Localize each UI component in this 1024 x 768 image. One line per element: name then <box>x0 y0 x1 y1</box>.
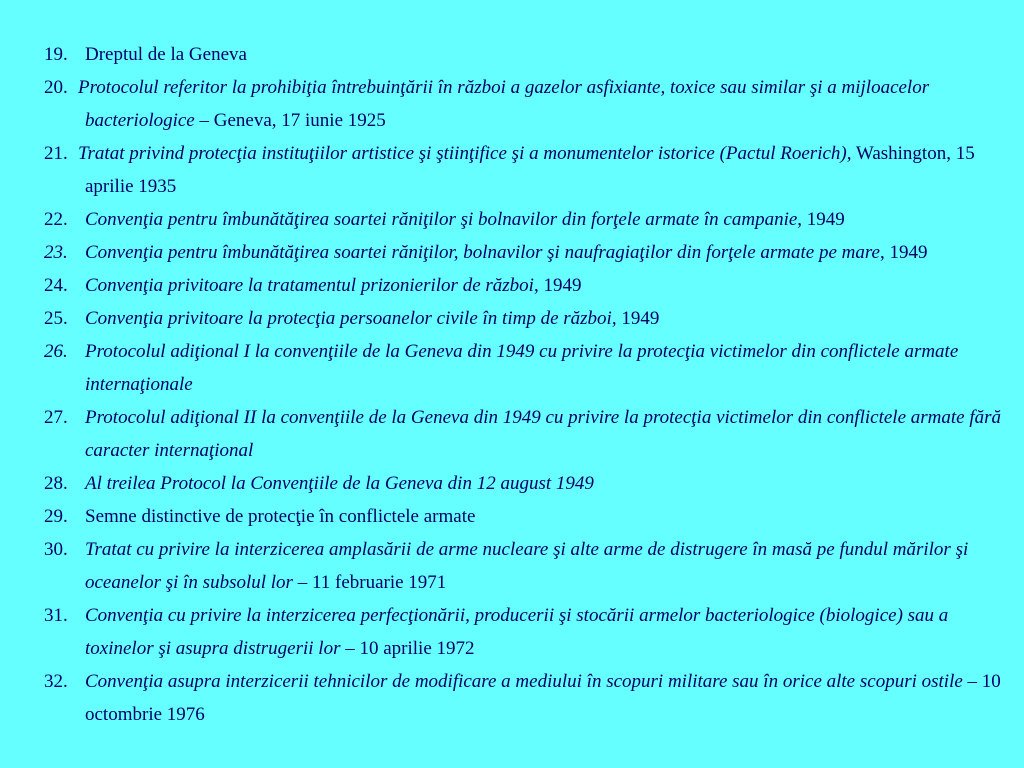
item-number: 21. <box>44 143 68 164</box>
item-number: 20. <box>44 77 68 98</box>
item-title: Protocolul adiţional II la convenţiile de la Geneva din 1949 cu privire la protecţia victimelor din conflictele armate fără caracter internaţional <box>85 407 1002 461</box>
item-number: 31. <box>44 605 68 626</box>
list-item <box>44 467 1016 500</box>
list-item <box>44 401 1016 467</box>
list-item <box>44 38 1016 71</box>
item-title: Dreptul de la Geneva <box>85 44 247 65</box>
item-title: Convenţia privitoare la protecţia persoanelor civile în timp de război <box>85 308 612 329</box>
item-detail: – 10 aprilie 1972 <box>340 638 475 659</box>
item-detail: – 10 octombrie 1976 <box>85 671 1001 725</box>
item-number: 25. <box>44 308 68 329</box>
item-title: Semne distinctive de protecţie în conflictele armate <box>85 506 476 527</box>
list-item <box>44 533 1016 599</box>
list-item <box>44 236 1016 269</box>
list-item <box>44 203 1016 236</box>
list-item <box>44 137 1016 203</box>
item-detail: , 1949 <box>880 242 928 263</box>
list-item <box>44 269 1016 302</box>
item-detail: – Geneva, 17 iunie 1925 <box>194 110 386 131</box>
item-number: 30. <box>44 539 68 560</box>
list-item <box>44 302 1016 335</box>
item-detail: , 1949 <box>611 308 660 329</box>
list-item <box>44 335 1016 401</box>
item-title: Protocolul referitor la prohibiţia întrebuinţării în război a gazelor asfixiante, toxice sau similar şi a mijloacelor bacteriologice <box>78 77 930 131</box>
list-item <box>44 599 1016 665</box>
list-item <box>44 71 1016 137</box>
item-number: 19. <box>44 44 68 65</box>
item-title: Convenţia pentru îmbunătăţirea soartei răniţilor, bolnavilor şi naufragiaţilor din forţele armate pe mare <box>85 242 880 263</box>
item-number: 28. <box>44 473 68 494</box>
item-number: 27. <box>44 407 68 428</box>
item-title: Convenţia cu privire la interzicerea perfecţionării, producerii şi stocării armelor bacteriologice (biologice) sau a toxinelor şi asupra distrugerii lor <box>85 605 949 659</box>
item-title: Convenţia privitoare la tratamentul prizonierilor de război <box>85 275 534 296</box>
item-number: 29. <box>44 506 68 527</box>
item-detail: , 1949 <box>533 275 582 296</box>
item-number: 26. <box>44 341 68 362</box>
item-number: 23. <box>44 242 68 263</box>
item-title: Protocolul adiţional I la convenţiile de la Geneva din 1949 cu privire la protecţia victimelor din conflictele armate internaţionale <box>85 341 959 395</box>
item-title: Tratat privind protecţia instituţiilor artistice şi ştiinţifice şi a monumentelor istorice (Pactul Roerich), <box>78 143 852 164</box>
item-title: Convenţia asupra interzicerii tehnicilor de modificare a mediului în scopuri militare sau în orice alte scopuri ostile <box>85 671 963 692</box>
item-title: Al treilea Protocol la Convenţiile de la Geneva din 12 august 1949 <box>85 473 594 494</box>
item-number: 32. <box>44 671 68 692</box>
list-item <box>44 500 1016 533</box>
item-title: Tratat cu privire la interzicerea amplasării de arme nucleare şi alte arme de distrugere în masă pe fundul mărilor şi oceanelor şi în subsolul lor <box>85 539 969 593</box>
item-title: Convenţia pentru îmbunătăţirea soartei răniţilor şi bolnavilor din forţele armate în campanie <box>85 209 798 230</box>
list-item <box>44 665 1016 731</box>
item-number: 24. <box>44 275 68 296</box>
item-number: 22. <box>44 209 68 230</box>
item-detail: , 1949 <box>797 209 845 230</box>
item-detail: Washington, 15 aprilie 1935 <box>85 143 975 197</box>
treaty-list <box>44 38 1016 731</box>
item-detail: – 11 februarie 1971 <box>292 572 447 593</box>
